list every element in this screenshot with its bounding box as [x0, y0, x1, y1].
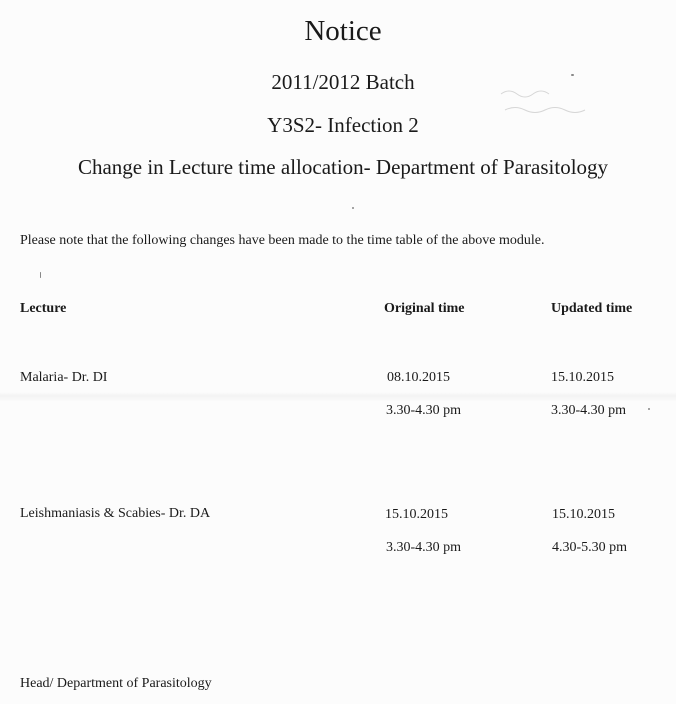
- batch-heading: 2011/2012 Batch: [271, 70, 415, 94]
- row1-updated-time: 3.30-4.30 pm: [551, 403, 627, 418]
- row1-updated-date: 15.10.2015: [551, 370, 614, 385]
- paper-speck: [352, 207, 354, 209]
- row2-lecture: Leishmaniasis & Scabies- Dr. DA: [20, 506, 211, 521]
- row1-lecture: Malaria- Dr. DI: [20, 370, 108, 385]
- row2-updated-time: 4.30-5.30 pm: [552, 540, 628, 555]
- intro-paragraph: Please note that the following changes have been made to the time table of the above module.: [20, 233, 545, 248]
- header-updated-time: Updated time: [551, 301, 633, 316]
- header-original-time: Original time: [384, 301, 465, 316]
- signature-line: Head/ Department of Parasitology: [20, 676, 212, 691]
- row2-original-time: 3.30-4.30 pm: [386, 540, 462, 555]
- paper-speck: [40, 272, 41, 278]
- row1-original-time: 3.30-4.30 pm: [386, 403, 462, 418]
- subject-heading: Change in Lecture time allocation- Department of Parasitology: [77, 155, 609, 179]
- row2-updated-date: 15.10.2015: [552, 507, 615, 522]
- header-lecture: Lecture: [20, 301, 67, 316]
- paper-speck: [648, 408, 650, 410]
- row2-original-date: 15.10.2015: [385, 507, 448, 522]
- notice-title: Notice: [304, 15, 382, 47]
- row1-original-date: 08.10.2015: [387, 370, 450, 385]
- module-heading: Y3S2- Infection 2: [267, 113, 419, 137]
